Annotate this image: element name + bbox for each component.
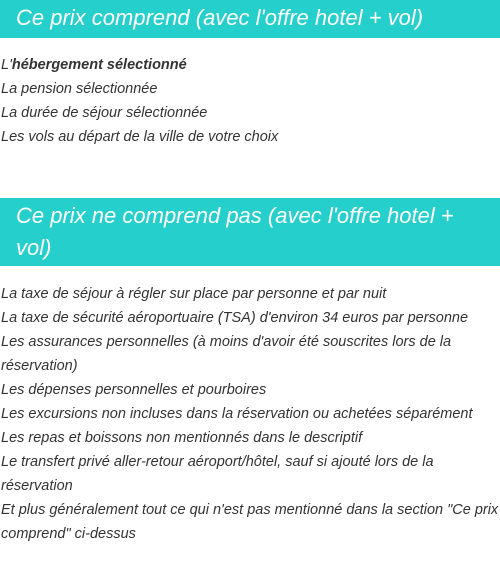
list-item	[1, 53, 500, 77]
list-item: Les excursions non incluses dans la réservation ou achetées séparément	[1, 406, 473, 422]
included-section	[0, 0, 500, 149]
list-item-rest: hébergement sélectionné	[11, 57, 187, 73]
list-item: La pension sélectionnée	[1, 81, 158, 97]
included-section-title: Ce prix comprend (avec l'offre hotel + vol)	[0, 0, 500, 38]
excluded-list	[0, 282, 500, 546]
list-item: Les dépenses personnelles et pourboires	[1, 382, 267, 398]
list-item: La durée de séjour sélectionnée	[1, 105, 208, 121]
excluded-section-title: Ce prix ne comprend pas (avec l'offre hotel + vol)	[0, 198, 500, 266]
list-item-prefix: L'	[1, 57, 12, 73]
list-item: La taxe de séjour à régler sur place par personne et par nuit	[1, 286, 387, 302]
list-item: Les repas et boissons non mentionnés dans le descriptif	[1, 430, 363, 446]
list-item: Et plus généralement tout ce qui n'est pas mentionné dans la section "Ce prix comprend" ci-dessus	[1, 502, 499, 542]
list-item: Les vols au départ de la ville de votre choix	[1, 129, 279, 145]
list-item: La taxe de sécurité aéroportuaire (TSA) d'environ 34 euros par personne	[1, 310, 469, 326]
included-list	[0, 53, 500, 149]
list-item: Les assurances personnelles (à moins d'avoir été souscrites lors de la réservation)	[1, 334, 452, 374]
list-item: Le transfert privé aller-retour aéroport/hôtel, sauf si ajouté lors de la réservation	[1, 454, 434, 494]
excluded-section	[0, 198, 500, 546]
